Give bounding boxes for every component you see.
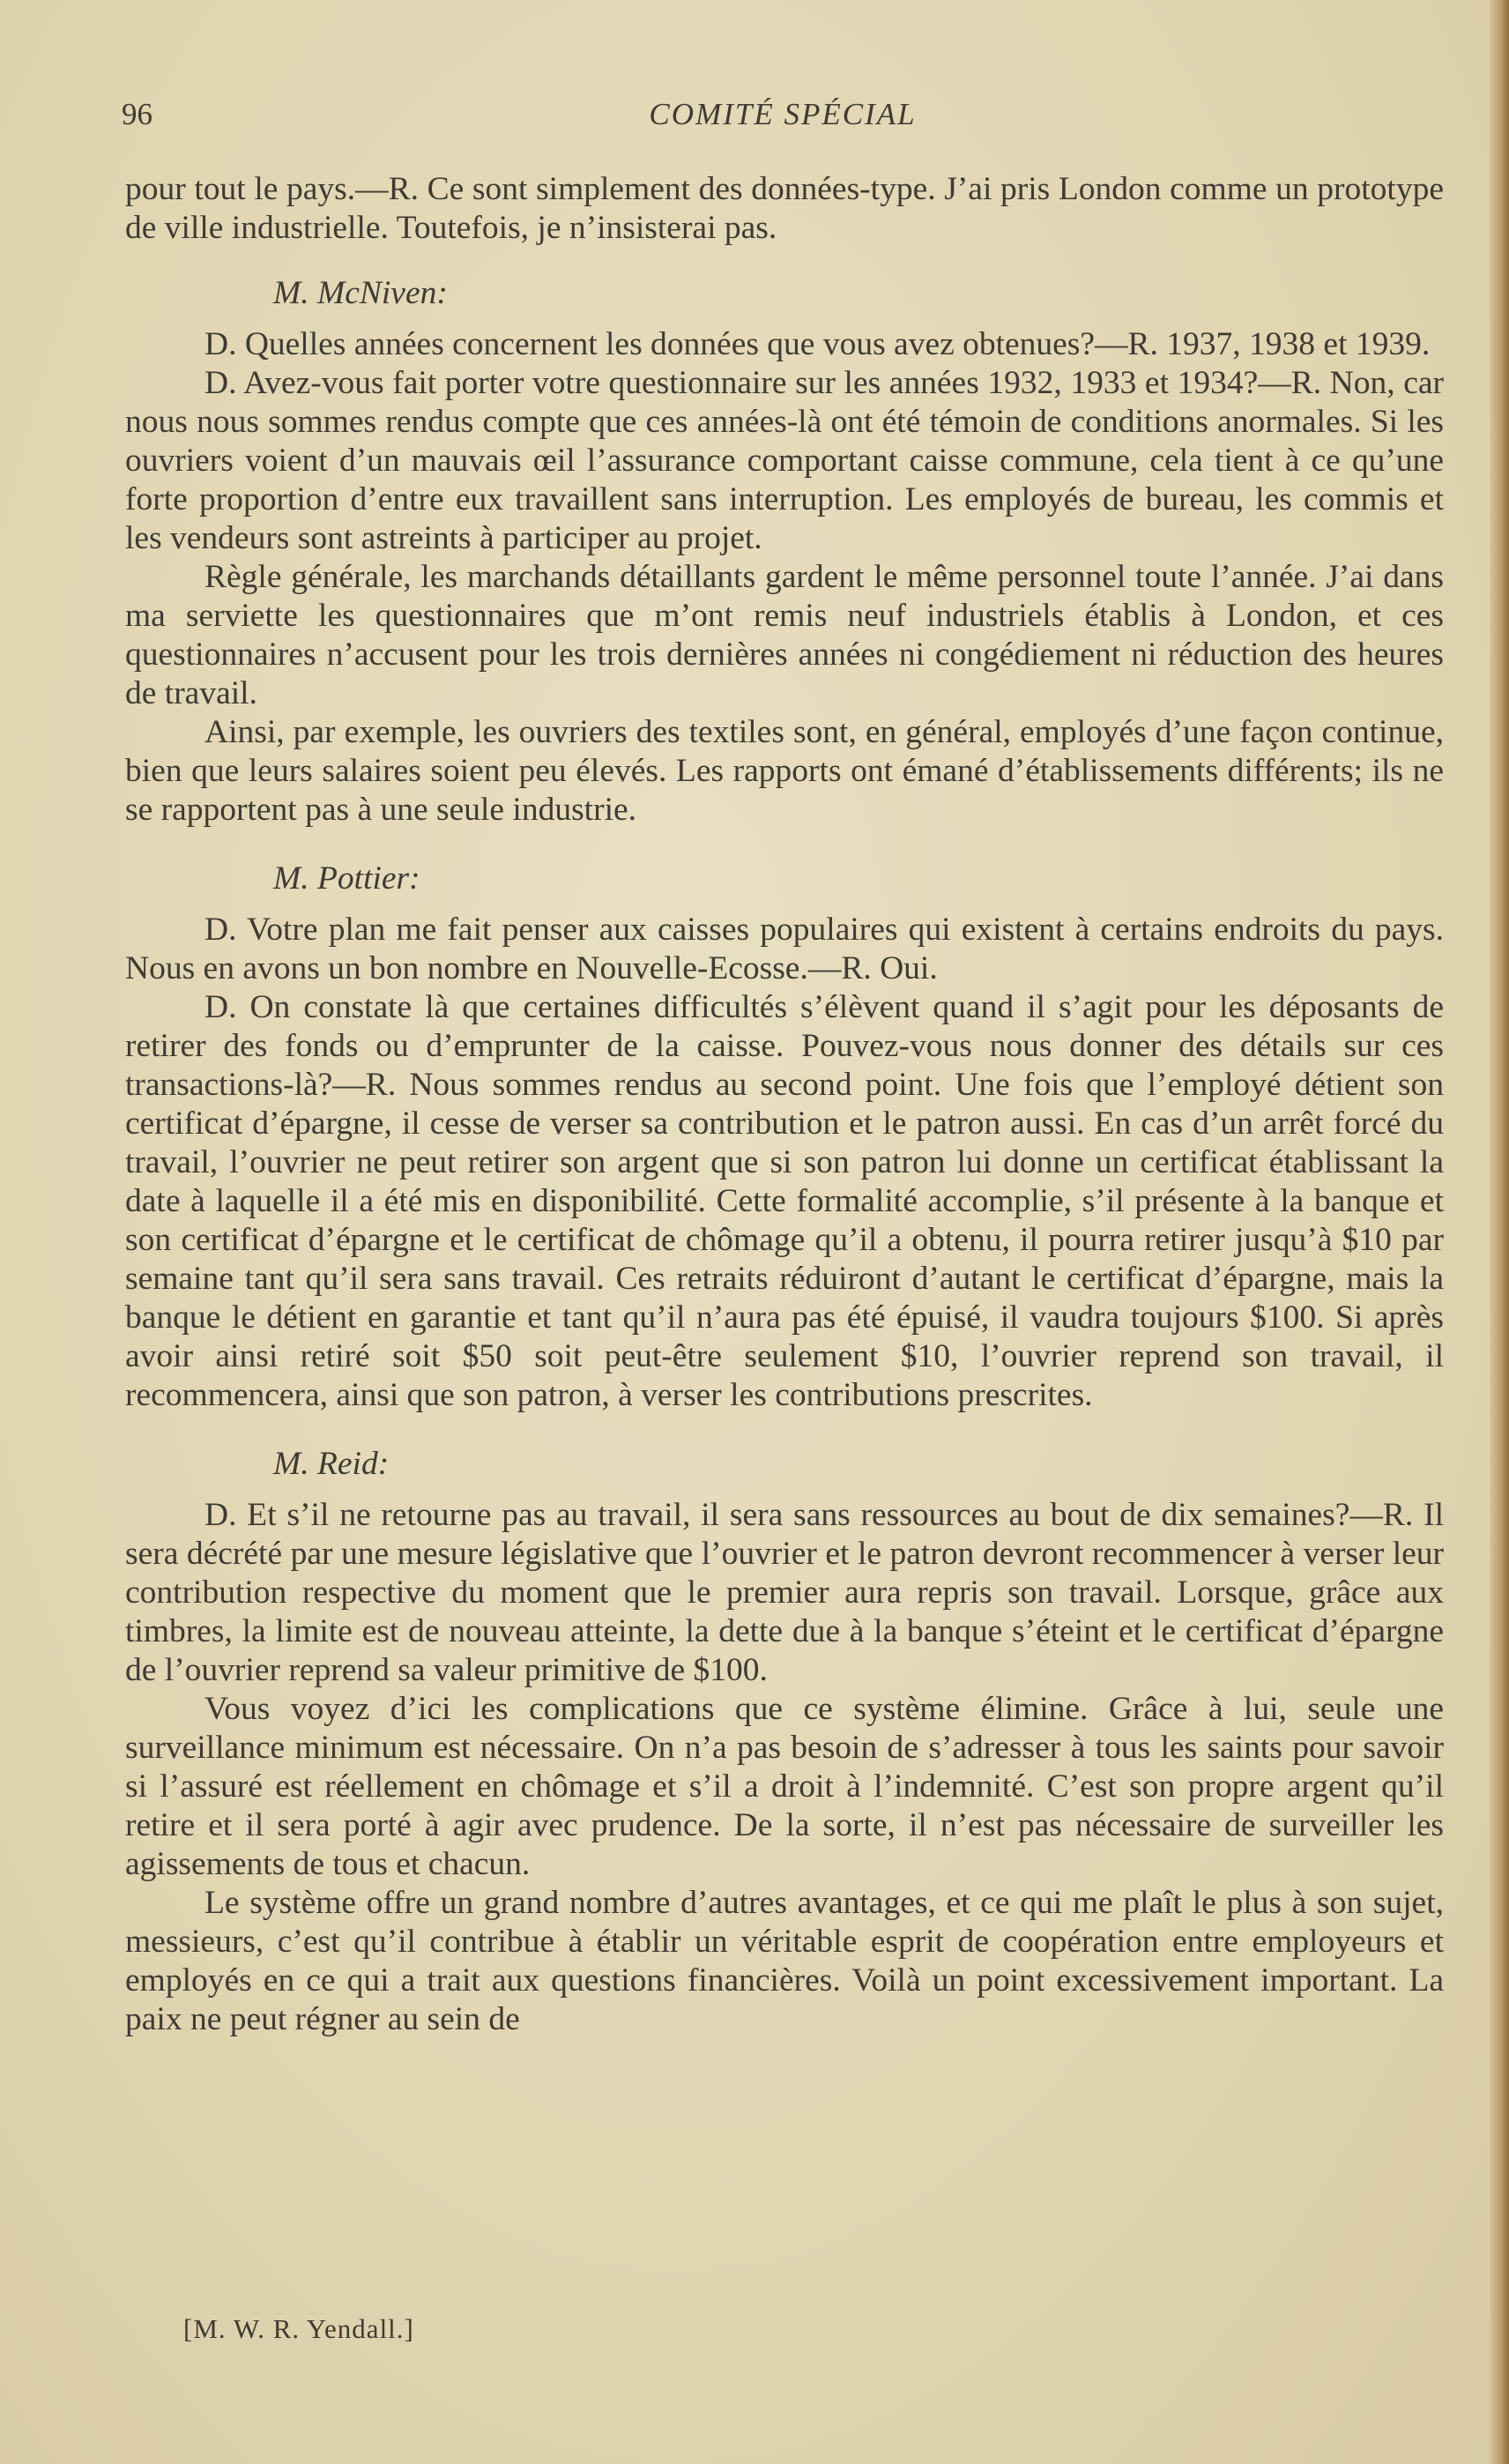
running-title: COMITÉ SPÉCIAL [649,97,917,131]
paragraph: D. Et s’il ne retourne pas au travail, il sera sans ressources au bout de dix semaines?—R. Il sera décrété par une mesure législative que l’ouvrier et le patron devront recommencer à verser leur contribution respective du moment que le premier aura repris son travail. Lorsque, grâce aux timbres, la limite est de nouveau atteinte, la dette due à la banque s’éteint et le certificat d’épargne de l’ouvrier reprend sa valeur primitive de $100. [125,1497,1444,1688]
speaker-heading: M. Reid: [273,1446,390,1482]
paragraph: Règle générale, les marchands détaillants gardent le même personnel toute l’année. J’ai dans ma serviette les questionnaires que m’ont remis neuf industriels établis à London, et ces questionnaires n’accusent pour les trois dernières années ni congédiement ni réduction des heures de travail. [125,559,1444,711]
page-header [122,97,1444,141]
paragraph: Vous voyez d’ici les complications que ce système élimine. Grâce à lui, seule une surveillance minimum est nécessaire. On n’a pas besoin de s’adresser à tous les saints pour savoir si l’assuré est réellement en chômage et s’il a droit à l’indemnité. C’est son propre argent qu’il retire et il sera porté à agir avec prudence. De la sorte, il n’est pas nécessaire de surveiller les agissements de tous et chacun. [125,1691,1444,1882]
paragraph: D. Quelles années concernent les données que vous avez obtenues?—R. 1937, 1938 et 1939. [204,326,1431,362]
page-number: 96 [122,97,152,131]
paragraph: pour tout le pays.—R. Ce sont simplement des données-type. J’ai pris London comme un prototype de ville industrielle. Toutefois, je n’insisterai pas. [125,171,1444,246]
paragraph: D. On constate là que certaines difficultés s’élèvent quand il s’agit pour les déposants de retirer des fonds ou d’emprunter de la caisse. Pouvez-vous nous donner des détails sur ces transactions-là?—R. Nous sommes rendus au second point. Une fois que l’employé détient son certificat d’épargne, il cesse de verser sa contribution et le patron aussi. En cas d’un arrêt forcé du travail, l’ouvrier ne peut retirer son argent que si son patron lui donne un certificat établissant la date à laquelle il a été mis en disponibilité. Cette formalité accomplie, s’il présente à la banque et son certificat d’épargne et le certificat de chômage qu’il a obtenu, il pourra retirer jusqu’à $10 par semaine tant qu’il sera sans travail. Ces retraits réduiront d’autant le certificat d’épargne, mais la banque le détient en garantie et tant qu’il n’aura pas été épuisé, il vaudra toujours $100. Si après avoir ainsi retiré soit $50 soit peut-être seulement $10, l’ouvrier reprend son travail, il recommencera, ainsi que son patron, à verser les contributions prescrites. [125,989,1444,1413]
body-text [125,170,1444,2039]
paragraph: Ainsi, par exemple, les ouvriers des textiles sont, en général, employés d’une façon continue, bien que leurs salaires soient peu élevés. Les rapports ont émané d’établissements différents; ils ne se rapportent pas à une seule industrie. [125,714,1444,828]
speaker-heading: M. McNiven: [273,275,448,311]
paragraph: Le système offre un grand nombre d’autres avantages, et ce qui me plaît le plus à son sujet, messieurs, c’est qu’il contribue à établir un véritable esprit de coopération entre employeurs et employés en ce qui a trait aux questions financières. Voilà un point excessivement important. La paix ne peut régner au sein de [125,1885,1444,2037]
paragraph: D. Votre plan me fait penser aux caisses populaires qui existent à certains endroits du pays. Nous en avons un bon nombre en Nouvelle-Ecosse.—R. Oui. [125,912,1444,986]
footer-attribution: [M. W. R. Yendall.] [183,2313,414,2344]
page-edge [1490,0,1509,2464]
paragraph: D. Avez-vous fait porter votre questionnaire sur les années 1932, 1933 et 1934?—R. Non, car nous nous sommes rendus compte que ces années-là ont été témoin de conditions anormales. Si les ouvriers voient d’un mauvais œil l’assurance comportant caisse commune, cela tient à ce qu’une forte proportion d’entre eux travaillent sans interruption. Les employés de bureau, les commis et les vendeurs sont astreints à participer au projet. [125,365,1444,556]
speaker-heading: M. Pottier: [273,860,420,897]
